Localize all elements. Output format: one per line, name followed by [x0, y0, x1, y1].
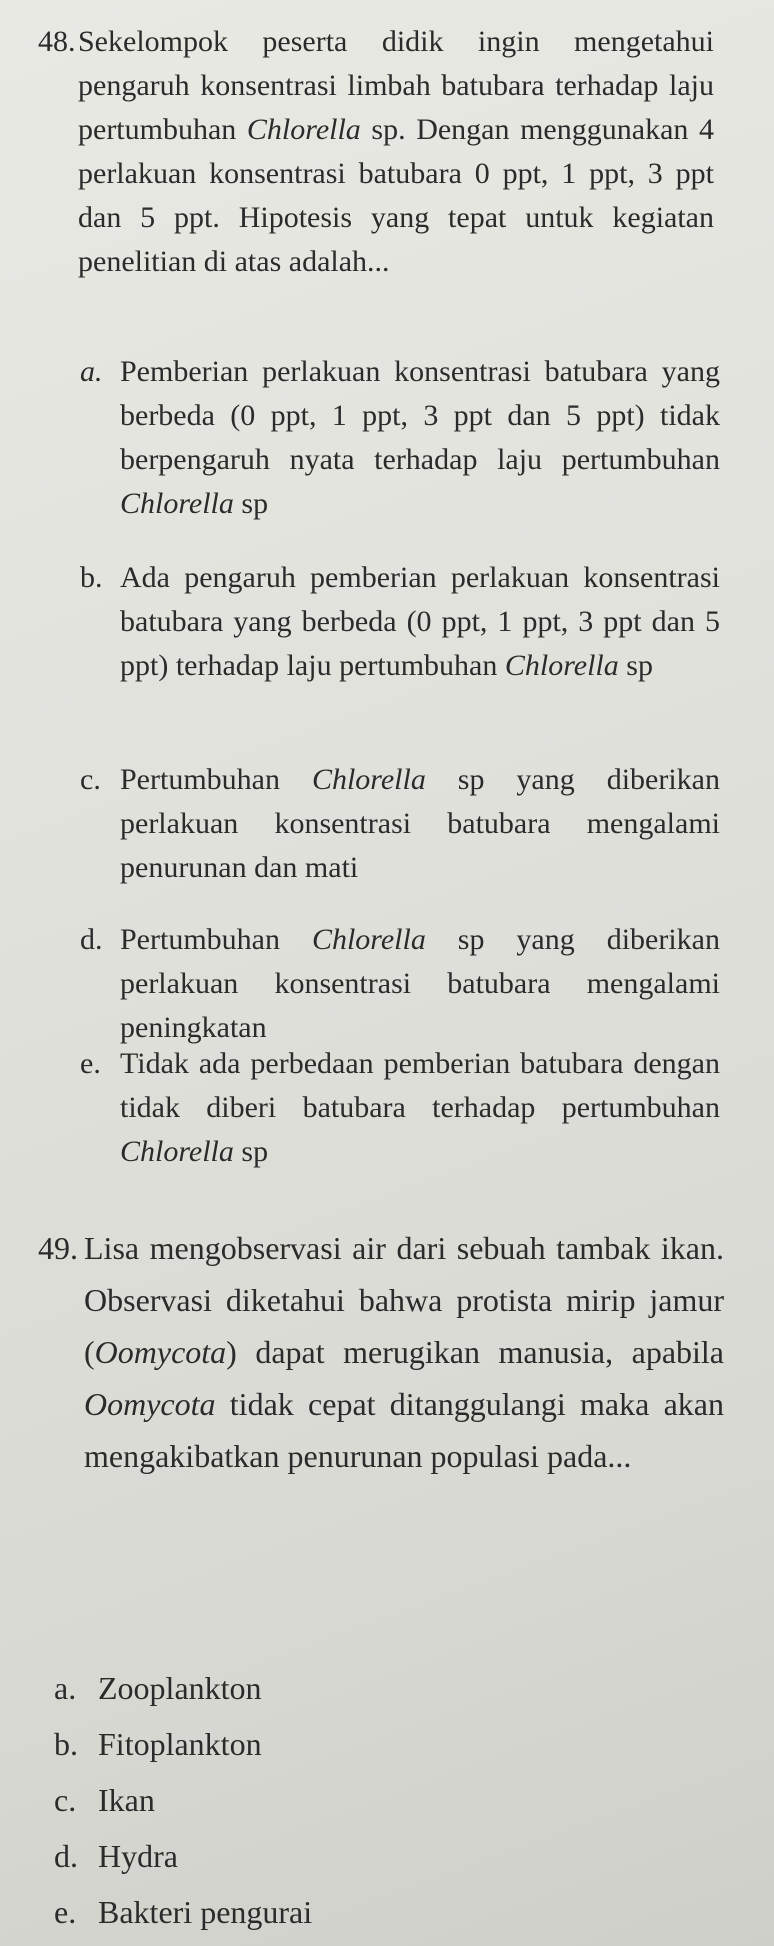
- option-b[interactable]: [54, 1718, 694, 1770]
- option-text: Tidak ada perbedaan pemberian batubara dengan tidak diberi batubara terhadap pertumbuhan Chlorella sp: [120, 1047, 720, 1168]
- stem-text: Sekelompok peserta didik ingin mengetahui pengaruh konsentrasi limbah batubara terhadap laju pertumbuhan: [78, 25, 714, 146]
- stem-text: tidak cepat ditanggulangi maka akan mengakibatkan penurunan populasi pada...: [84, 1386, 724, 1474]
- option-a[interactable]: [80, 350, 720, 526]
- option-letter: d.: [80, 923, 103, 956]
- option-text: Hydra: [98, 1838, 178, 1874]
- option-text: Pemberian perlakuan konsentrasi batubara yang berbeda (0 ppt, 1 ppt, 3 ppt dan 5 ppt) tidak berpengaruh nyata terhadap laju pertumbuhan Chlorella sp: [120, 355, 720, 520]
- stem-text: ) dapat merugikan manusia, apabila: [226, 1334, 724, 1370]
- option-c[interactable]: [80, 758, 720, 890]
- option-a[interactable]: [54, 1662, 694, 1714]
- option-text: Pertumbuhan Chlorella sp yang diberikan perlakuan konsentrasi batubara mengalami penurunan dan mati: [120, 763, 720, 884]
- question-stem: [84, 1222, 724, 1482]
- option-c[interactable]: [54, 1774, 694, 1826]
- option-d[interactable]: [80, 918, 720, 1050]
- question-stem: [78, 20, 714, 284]
- option-e[interactable]: [54, 1886, 694, 1938]
- question-number: 48.: [38, 25, 76, 58]
- option-letter: a.: [54, 1670, 77, 1706]
- option-text: Ada pengaruh pemberian perlakuan konsentrasi batubara yang berbeda (0 ppt, 1 ppt, 3 ppt dan 5 ppt) terhadap laju pertumbuhan Chlorella sp: [120, 561, 720, 682]
- option-e[interactable]: [80, 1042, 720, 1174]
- question-number: 49.: [38, 1230, 78, 1266]
- stem-italic: Oomycota: [84, 1386, 216, 1422]
- option-letter: a.: [80, 355, 103, 388]
- option-text: Zooplankton: [98, 1670, 262, 1706]
- option-letter: e.: [54, 1894, 77, 1930]
- option-letter: b.: [54, 1726, 78, 1762]
- option-text: Fitoplankton: [98, 1726, 262, 1762]
- stem-text: Lisa mengobservasi air dari sebuah tambak ikan. Observasi diketahui bahwa protista mirip jamur (: [84, 1230, 724, 1370]
- option-d[interactable]: [54, 1830, 694, 1882]
- stem-text: sp. Dengan menggunakan 4 perlakuan konsentrasi batubara 0 ppt, 1 ppt, 3 ppt dan 5 ppt. Hipotesis yang tepat untuk kegiatan penelitian di atas adalah...: [78, 113, 714, 278]
- option-text: Ikan: [98, 1782, 155, 1818]
- option-letter: e.: [80, 1047, 101, 1080]
- option-text: Bakteri pengurai: [98, 1894, 313, 1930]
- option-text: Pertumbuhan Chlorella sp yang diberikan perlakuan konsentrasi batubara mengalami peningkatan: [120, 923, 720, 1044]
- stem-italic: Oomycota: [94, 1334, 227, 1370]
- option-letter: b.: [80, 561, 103, 594]
- option-b[interactable]: [80, 556, 720, 688]
- stem-italic: Chlorella: [246, 113, 361, 146]
- option-letter: c.: [54, 1782, 77, 1818]
- option-letter: c.: [80, 763, 101, 796]
- option-letter: d.: [54, 1838, 78, 1874]
